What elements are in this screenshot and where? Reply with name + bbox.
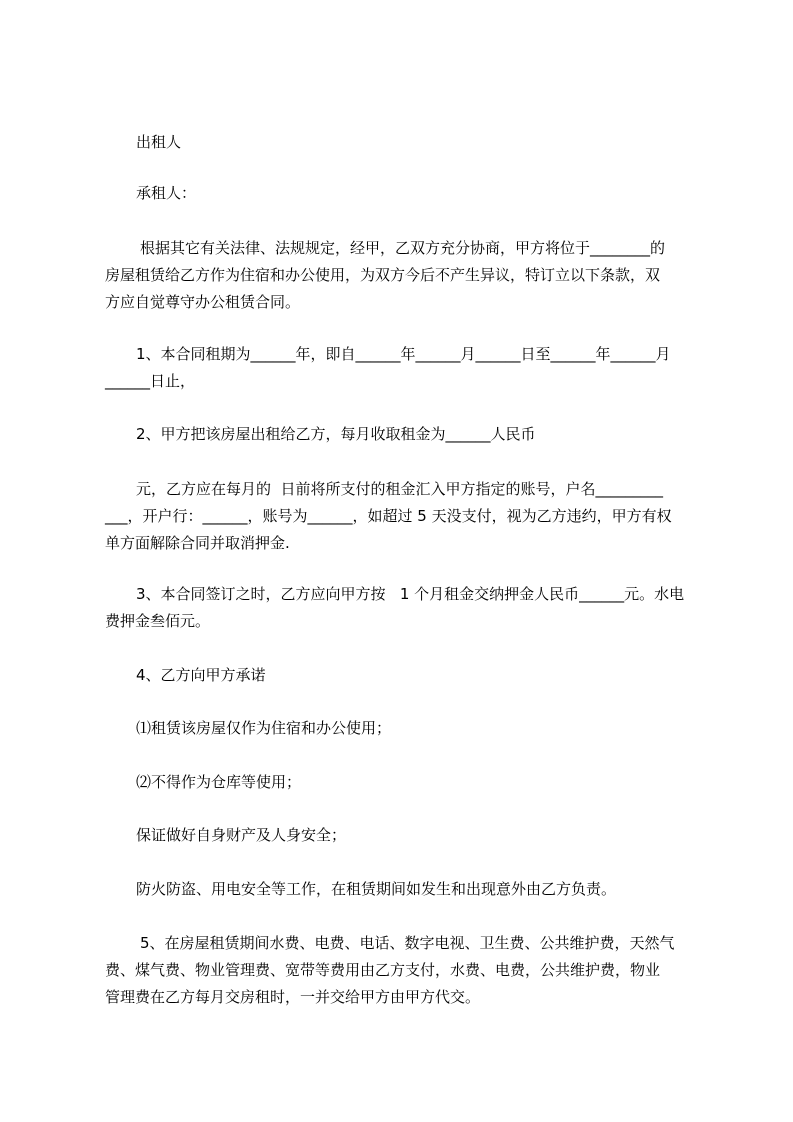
clause-4-title: 4、乙方向甲方承诺 bbox=[136, 666, 266, 684]
clause-2-line-4: 单方面解除合同并取消押金. bbox=[105, 534, 290, 552]
clause-5-line-2: 费、煤气费、物业管理费、宽带等费用由乙方支付，水费、电费，公共维护费，物业 bbox=[105, 961, 661, 979]
preamble-line-2: 房屋租赁给乙方作为住宿和办公使用，为双方今后不产生异议，特订立以下条款，双 bbox=[105, 266, 661, 284]
preamble-line-1: 根据其它有关法律、法规规定，经甲，乙双方充分协商，甲方将位于________的 bbox=[140, 239, 666, 257]
clause-2-line-3: ___，开户行：______，账号为______，如超过 5 天没支付，视为乙方违约，甲方有权 bbox=[105, 507, 672, 525]
clause-4-item-1: ⑴租赁该房屋仅作为住宿和办公使用； bbox=[136, 719, 392, 737]
clause-1-line-1: 1、本合同租期为______年，即自______年______月______日至______年______月 bbox=[136, 345, 671, 363]
clause-2-line-1: 2、甲方把该房屋出租给乙方，每月收取租金为______人民币 bbox=[136, 425, 536, 443]
clause-2-line-2: 元，乙方应在每月的 日前将所支付的租金汇入甲方指定的账号，户名_________ bbox=[136, 480, 664, 498]
clause-1-line-2: ______日止， bbox=[105, 372, 196, 390]
lessor-label: 出租人 bbox=[136, 133, 182, 151]
clause-4-item-3: 保证做好自身财产及人身安全； bbox=[136, 826, 347, 844]
clause-3-line-2: 费押金叁佰元。 bbox=[105, 612, 211, 630]
clause-4-item-4: 防火防盗、用电安全等工作，在租赁期间如发生和出现意外由乙方负责。 bbox=[136, 880, 617, 898]
clause-4-item-2: ⑵不得作为仓库等使用； bbox=[136, 773, 302, 791]
clause-3-line-1: 3、本合同签订之时，乙方应向甲方按 1 个月租金交纳押金人民币______元。水电 bbox=[136, 585, 685, 603]
lessee-label: 承租人： bbox=[136, 184, 197, 202]
preamble-line-3: 方应自觉尊守办公租赁合同。 bbox=[105, 293, 301, 311]
clause-5-line-1: 5、在房屋租赁期间水费、电费、电话、数字电视、卫生费、公共维护费，天然气 bbox=[140, 934, 675, 952]
clause-5-line-3: 管理费在乙方每月交房租时，一并交给甲方由甲方代交。 bbox=[105, 988, 481, 1006]
